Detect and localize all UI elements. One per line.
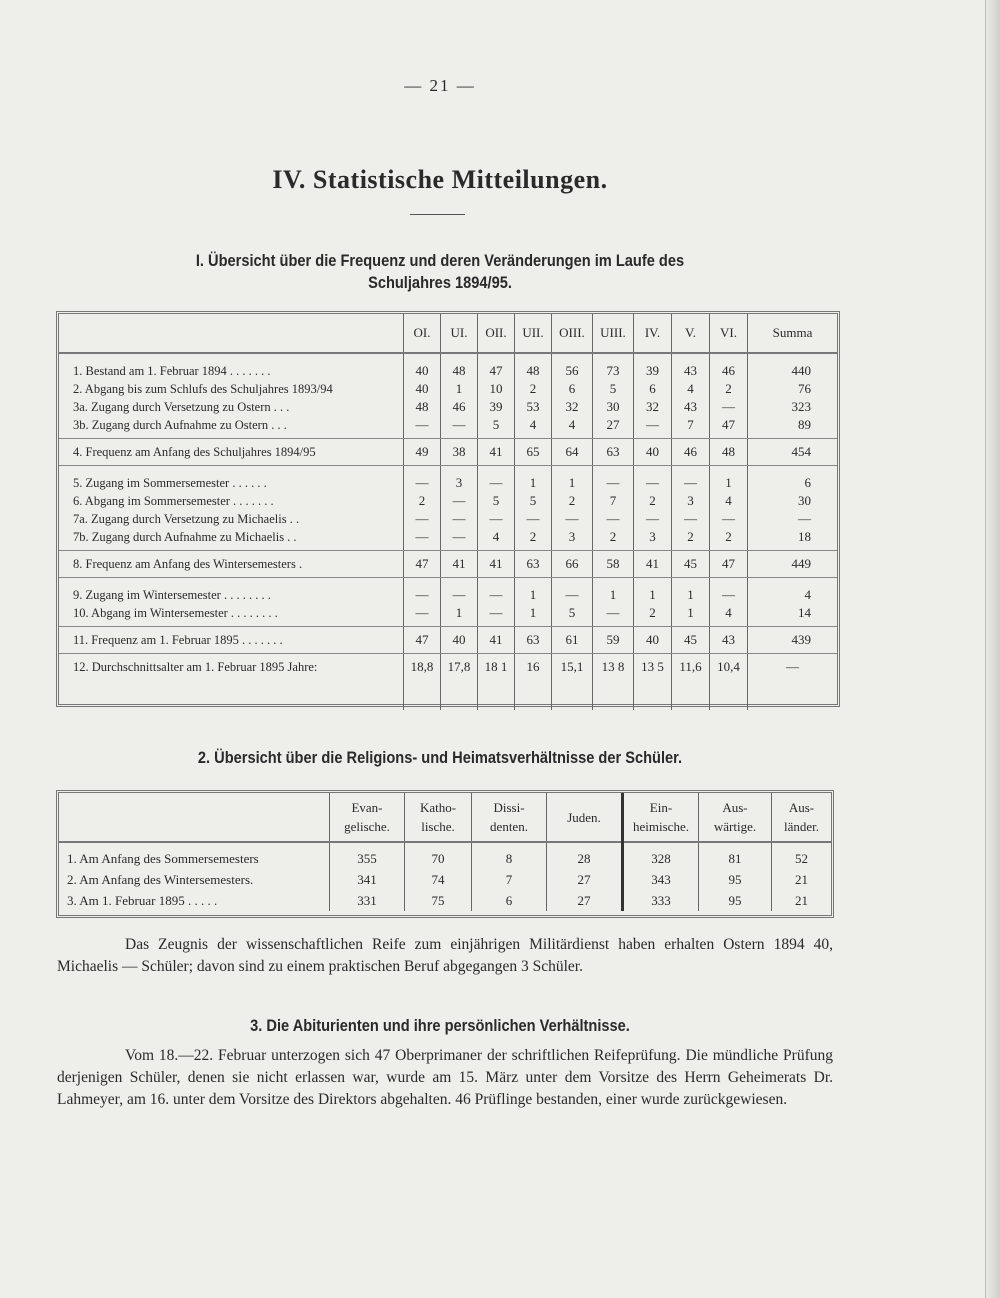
header-label-cell bbox=[59, 314, 404, 353]
row-label: 4. Frequenz am Anfang des Schuljahres 1894/95 bbox=[59, 439, 404, 466]
sum-cell: 18 bbox=[748, 528, 838, 551]
cell: 53 bbox=[515, 398, 552, 416]
cell: 48 bbox=[441, 353, 478, 380]
cell: 1 bbox=[710, 466, 748, 493]
cell: 4 bbox=[515, 416, 552, 439]
cell: 45 bbox=[672, 627, 710, 654]
cell: 65 bbox=[515, 439, 552, 466]
cell: 46 bbox=[441, 398, 478, 416]
cell: 15,1 bbox=[552, 654, 593, 685]
sum-cell: 30 bbox=[748, 492, 838, 510]
cell: 5 bbox=[515, 492, 552, 510]
cell: — bbox=[710, 578, 748, 605]
cell: 48 bbox=[515, 353, 552, 380]
cell: 61 bbox=[552, 627, 593, 654]
cell: 2 bbox=[710, 380, 748, 398]
col-header: Juden. bbox=[547, 793, 623, 842]
cell: 75 bbox=[405, 890, 472, 911]
cell: 47 bbox=[404, 551, 441, 578]
table-row bbox=[59, 869, 831, 890]
cell: — bbox=[672, 510, 710, 528]
cell: 3 bbox=[552, 528, 593, 551]
table-header-row bbox=[59, 793, 831, 842]
row-label: 2. Abgang bis zum Schlufs des Schuljahres 1893/94 bbox=[73, 382, 333, 396]
cell: 95 bbox=[699, 890, 772, 911]
cell: 43 bbox=[672, 353, 710, 380]
cell: — bbox=[710, 510, 748, 528]
cell: 74 bbox=[405, 869, 472, 890]
row-label: 1. Am Anfang des Sommersemesters bbox=[67, 851, 259, 866]
cell: 5 bbox=[478, 416, 515, 439]
table-row-total bbox=[59, 439, 837, 466]
cell: — bbox=[478, 578, 515, 605]
table-row bbox=[59, 842, 831, 869]
section1-title bbox=[62, 250, 819, 294]
chapter-title: IV. Statistische Mitteilungen. bbox=[272, 165, 608, 194]
col-header: Summa bbox=[748, 314, 838, 353]
cell: 41 bbox=[478, 551, 515, 578]
cell: 7 bbox=[472, 869, 547, 890]
cell: 58 bbox=[593, 551, 634, 578]
col-header: Dissi- denten. bbox=[472, 793, 547, 842]
abitur-paragraph bbox=[57, 1045, 833, 1111]
cell: 41 bbox=[478, 627, 515, 654]
table-row bbox=[59, 380, 837, 398]
cell: — bbox=[441, 578, 478, 605]
frequency-table-frame bbox=[56, 311, 840, 707]
cell: 6 bbox=[634, 380, 672, 398]
cell: 1 bbox=[672, 604, 710, 627]
frequency-table bbox=[59, 314, 837, 710]
table-row bbox=[59, 398, 837, 416]
cell: 43 bbox=[710, 627, 748, 654]
col-header: OI. bbox=[404, 314, 441, 353]
table-row bbox=[59, 492, 837, 510]
cell: 6 bbox=[552, 380, 593, 398]
cell: 39 bbox=[478, 398, 515, 416]
abitur-text: Vom 18.—22. Februar unterzogen sich 47 Oberprimaner der schriftlichen Reifeprüfung. Die mündliche Prüfung derjenigen Schüler, denen sie nicht erlassen war, wurde am 15. März unter dem Vorsitze des Herrn Geheimerats Dr. Lahmeyer, am 16. unter dem Vorsitze des Direktors abgehalten. 46 Prüflinge bestanden, einer wurde zurückgewiesen. bbox=[57, 1047, 833, 1108]
cell: 333 bbox=[623, 890, 699, 911]
cell: 56 bbox=[552, 353, 593, 380]
cell: 27 bbox=[547, 869, 623, 890]
row-label: 6. Abgang im Sommersemester . . . . . . . bbox=[73, 494, 274, 508]
cell: 328 bbox=[623, 842, 699, 869]
cell: 341 bbox=[330, 869, 405, 890]
cell: 41 bbox=[441, 551, 478, 578]
table-row bbox=[59, 416, 837, 439]
cell: 1 bbox=[515, 604, 552, 627]
cell: 46 bbox=[710, 353, 748, 380]
cell: 41 bbox=[478, 439, 515, 466]
row-label: 2. Am Anfang des Wintersemesters. bbox=[67, 872, 254, 887]
row-label: 3. Am 1. Februar 1895 . . . . . bbox=[67, 893, 218, 908]
cell: 28 bbox=[547, 842, 623, 869]
cell: 48 bbox=[710, 439, 748, 466]
cell: — bbox=[404, 510, 441, 528]
cell: 13 8 bbox=[593, 654, 634, 685]
cell: — bbox=[441, 492, 478, 510]
cell: 47 bbox=[710, 551, 748, 578]
cell: 10 bbox=[478, 380, 515, 398]
cell: 32 bbox=[552, 398, 593, 416]
sum-cell: — bbox=[748, 654, 838, 685]
row-label: 5. Zugang im Sommersemester . . . . . . bbox=[73, 476, 267, 490]
cell: 49 bbox=[404, 439, 441, 466]
header-label-cell bbox=[59, 793, 330, 842]
row-label: 3b. Zugang durch Aufnahme zu Ostern . . . bbox=[59, 416, 404, 439]
cell: — bbox=[634, 466, 672, 493]
cell: 2 bbox=[404, 492, 441, 510]
cell: 73 bbox=[593, 353, 634, 380]
row-label: 12. Durchschnittsalter am 1. Februar 1895 Jahre: bbox=[73, 660, 318, 674]
col-header: Ein- heimische. bbox=[623, 793, 699, 842]
table-filler-row bbox=[59, 684, 837, 710]
cell: 1 bbox=[634, 578, 672, 605]
sum-cell: 449 bbox=[748, 551, 838, 578]
cell: — bbox=[441, 510, 478, 528]
cell: 1 bbox=[552, 466, 593, 493]
cell: 2 bbox=[515, 380, 552, 398]
cell: 63 bbox=[515, 627, 552, 654]
cell: 59 bbox=[593, 627, 634, 654]
cell: 2 bbox=[634, 604, 672, 627]
row-label: 7a. Zugang durch Versetzung zu Michaelis . . bbox=[73, 512, 300, 526]
cell: — bbox=[404, 578, 441, 605]
cell: 7 bbox=[672, 416, 710, 439]
cell: 18,8 bbox=[404, 654, 441, 685]
row-label: 3a. Zugang durch Versetzung zu Ostern . . . bbox=[73, 400, 290, 414]
cell: — bbox=[404, 604, 441, 627]
cell: 16 bbox=[515, 654, 552, 685]
cell: 1 bbox=[593, 578, 634, 605]
cell: 64 bbox=[552, 439, 593, 466]
religion-table bbox=[59, 793, 831, 911]
cell: 47 bbox=[404, 627, 441, 654]
cell: 4 bbox=[710, 604, 748, 627]
cell: 1 bbox=[672, 578, 710, 605]
sum-cell: 454 bbox=[748, 439, 838, 466]
cell: 46 bbox=[672, 439, 710, 466]
cell: 2 bbox=[634, 492, 672, 510]
cell: 63 bbox=[515, 551, 552, 578]
section1-title-line1: I. Übersicht über die Frequenz und deren Veränderungen im Laufe des bbox=[195, 251, 685, 270]
col-header: Aus- länder. bbox=[772, 793, 832, 842]
cell: 2 bbox=[593, 528, 634, 551]
cell: 21 bbox=[772, 890, 832, 911]
sum-cell: 89 bbox=[748, 416, 838, 439]
cell: 2 bbox=[552, 492, 593, 510]
col-header: UI. bbox=[441, 314, 478, 353]
title-divider bbox=[410, 214, 465, 215]
row-label: 1. Bestand am 1. Februar 1894 . . . . . . . bbox=[73, 364, 271, 378]
cell: — bbox=[552, 578, 593, 605]
col-header: OIII. bbox=[552, 314, 593, 353]
cell: 30 bbox=[593, 398, 634, 416]
table-row bbox=[59, 510, 837, 528]
cell: 355 bbox=[330, 842, 405, 869]
cell: — bbox=[634, 416, 672, 439]
cell: 4 bbox=[672, 380, 710, 398]
cell: 6 bbox=[472, 890, 547, 911]
cell: 13 5 bbox=[634, 654, 672, 685]
cell: 1 bbox=[441, 380, 478, 398]
cell: — bbox=[515, 510, 552, 528]
cell: — bbox=[478, 510, 515, 528]
cell: 81 bbox=[699, 842, 772, 869]
cell: 4 bbox=[710, 492, 748, 510]
cell: 1 bbox=[441, 604, 478, 627]
cell: — bbox=[441, 416, 478, 439]
table-row bbox=[59, 528, 837, 551]
sum-cell: 4 bbox=[748, 578, 838, 605]
religion-table-frame bbox=[56, 790, 834, 918]
table-row bbox=[59, 890, 831, 911]
cell: 3 bbox=[441, 466, 478, 493]
sum-cell: 323 bbox=[748, 398, 838, 416]
table-row bbox=[59, 353, 837, 380]
table-row-total bbox=[59, 551, 837, 578]
col-header: IV. bbox=[634, 314, 672, 353]
cell: 40 bbox=[404, 353, 441, 380]
cell: — bbox=[478, 466, 515, 493]
cell: 5 bbox=[478, 492, 515, 510]
certificate-paragraph bbox=[57, 934, 833, 978]
col-header: VI. bbox=[710, 314, 748, 353]
cell: 2 bbox=[515, 528, 552, 551]
cell: 48 bbox=[404, 398, 441, 416]
cell: — bbox=[478, 604, 515, 627]
cell: 40 bbox=[634, 627, 672, 654]
cell: 41 bbox=[634, 551, 672, 578]
cell: 43 bbox=[672, 398, 710, 416]
cell: — bbox=[593, 510, 634, 528]
certificate-text: Das Zeugnis der wissenschaftlichen Reife zum einjährigen Militärdienst haben erhalten Ostern 1894 40, Michaelis — Schüler; davon sind zu einem praktischen Beruf abgegangen 3 Schüler. bbox=[57, 936, 833, 975]
sum-cell: — bbox=[748, 510, 838, 528]
cell: 38 bbox=[441, 439, 478, 466]
row-label: 7b. Zugang durch Aufnahme zu Michaelis . . bbox=[59, 528, 404, 551]
cell: 63 bbox=[593, 439, 634, 466]
cell: 47 bbox=[710, 416, 748, 439]
cell: 5 bbox=[552, 604, 593, 627]
cell: 40 bbox=[441, 627, 478, 654]
cell: 27 bbox=[593, 416, 634, 439]
cell: — bbox=[404, 528, 441, 551]
cell: — bbox=[441, 528, 478, 551]
table-row-total bbox=[59, 627, 837, 654]
cell: 11,6 bbox=[672, 654, 710, 685]
cell: 52 bbox=[772, 842, 832, 869]
sum-cell: 76 bbox=[748, 380, 838, 398]
cell: 1 bbox=[515, 466, 552, 493]
cell: 4 bbox=[552, 416, 593, 439]
cell: — bbox=[634, 510, 672, 528]
row-label: 11. Frequenz am 1. Februar 1895 . . . . . . . bbox=[59, 627, 404, 654]
col-header: UIII. bbox=[593, 314, 634, 353]
cell: 2 bbox=[672, 528, 710, 551]
cell: 3 bbox=[634, 528, 672, 551]
section1-title-line2: Schuljahres 1894/95. bbox=[368, 273, 512, 292]
row-label: 10. Abgang im Wintersemester . . . . . . . . bbox=[59, 604, 404, 627]
cell: — bbox=[404, 416, 441, 439]
cell: 8 bbox=[472, 842, 547, 869]
cell: 32 bbox=[634, 398, 672, 416]
cell: 4 bbox=[478, 528, 515, 551]
cell: 1 bbox=[515, 578, 552, 605]
cell: 331 bbox=[330, 890, 405, 911]
cell: — bbox=[593, 466, 634, 493]
col-header: Katho- lische. bbox=[405, 793, 472, 842]
cell: 18 1 bbox=[478, 654, 515, 685]
cell: 7 bbox=[593, 492, 634, 510]
cell: 21 bbox=[772, 869, 832, 890]
table-row bbox=[59, 604, 837, 627]
cell: — bbox=[404, 466, 441, 493]
row-label: 8. Frequenz am Anfang des Wintersemesters . bbox=[59, 551, 404, 578]
sum-cell: 439 bbox=[748, 627, 838, 654]
table-header-row bbox=[59, 314, 837, 353]
sum-cell: 6 bbox=[748, 466, 838, 493]
cell: 47 bbox=[478, 353, 515, 380]
cell: — bbox=[710, 398, 748, 416]
cell: 5 bbox=[593, 380, 634, 398]
section3-title: 3. Die Abiturienten und ihre persönlichen Verhältnisse. bbox=[250, 1016, 630, 1035]
col-header: Aus- wärtige. bbox=[699, 793, 772, 842]
cell: 40 bbox=[404, 380, 441, 398]
cell: 10,4 bbox=[710, 654, 748, 685]
col-header: OII. bbox=[478, 314, 515, 353]
cell: 70 bbox=[405, 842, 472, 869]
cell: — bbox=[552, 510, 593, 528]
cell: 17,8 bbox=[441, 654, 478, 685]
table-row bbox=[59, 466, 837, 493]
cell: 95 bbox=[699, 869, 772, 890]
table-row bbox=[59, 578, 837, 605]
col-header: UII. bbox=[515, 314, 552, 353]
page-number: — 21 — bbox=[404, 76, 476, 95]
col-header: Evan- gelische. bbox=[330, 793, 405, 842]
cell: 40 bbox=[634, 439, 672, 466]
page-edge bbox=[985, 0, 1000, 1298]
cell: 27 bbox=[547, 890, 623, 911]
cell: 39 bbox=[634, 353, 672, 380]
cell: — bbox=[672, 466, 710, 493]
cell: 343 bbox=[623, 869, 699, 890]
col-header: V. bbox=[672, 314, 710, 353]
sum-cell: 440 bbox=[748, 353, 838, 380]
section2-title: 2. Übersicht über die Religions- und Heimatsverhältnisse der Schüler. bbox=[197, 748, 683, 767]
cell: 66 bbox=[552, 551, 593, 578]
cell: 3 bbox=[672, 492, 710, 510]
cell: — bbox=[593, 604, 634, 627]
cell: 2 bbox=[710, 528, 748, 551]
table-row-age bbox=[59, 654, 837, 685]
row-label: 9. Zugang im Wintersemester . . . . . . . . bbox=[73, 588, 271, 602]
cell: 45 bbox=[672, 551, 710, 578]
sum-cell: 14 bbox=[748, 604, 838, 627]
